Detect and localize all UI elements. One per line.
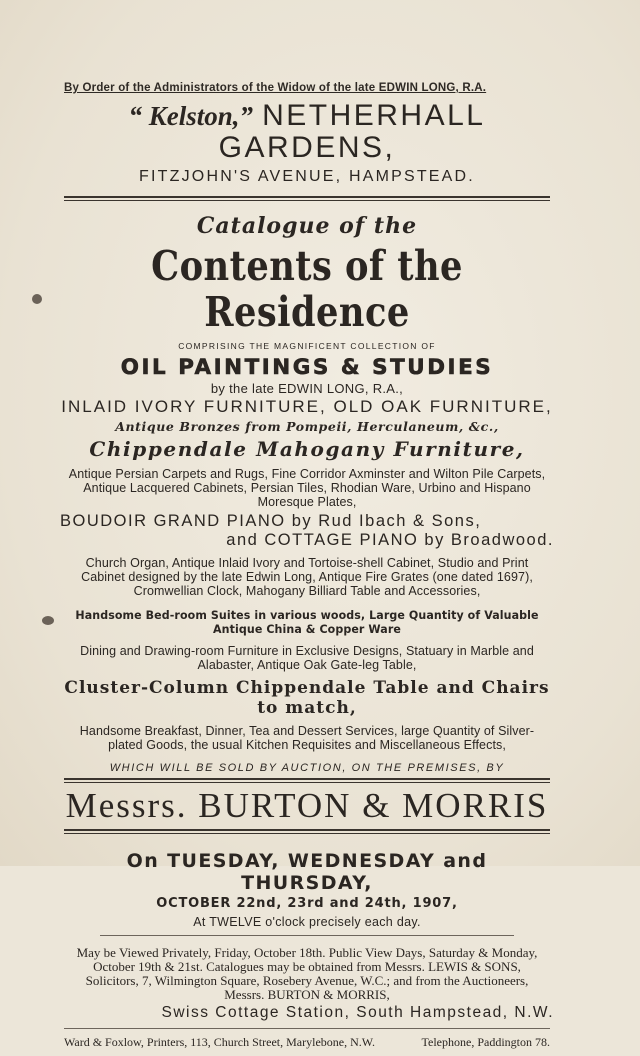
thin-rule — [100, 935, 514, 936]
cottage-piano-line: and COTTAGE PIANO by Broadwood. — [226, 531, 554, 549]
thin-rule — [64, 1028, 550, 1029]
catalogue-sheet — [60, 82, 554, 1056]
dining-paragraph: Dining and Drawing-room Furniture in Exclusive Designs, Statuary in Marble and Alabaster, Antique Oak Gate-leg Table, — [80, 644, 534, 672]
double-rule — [64, 196, 550, 201]
double-rule — [64, 778, 550, 783]
ink-blot — [42, 616, 54, 625]
comprising-line: COMPRISING THE MAGNIFICENT COLLECTION OF — [178, 341, 436, 351]
sold-by-auction-line: WHICH WILL BE SOLD BY AUCTION, ON THE PREMISES, BY — [109, 762, 505, 774]
footer — [64, 1035, 550, 1050]
sale-time: At TWELVE o'clock precisely each day. — [193, 915, 421, 929]
address: FITZJOHN'S AVENUE, HAMPSTEAD. — [139, 168, 475, 185]
oil-paintings-heading: OIL PAINTINGS & STUDIES — [120, 355, 494, 379]
title-kelston: “ Kelston,” — [128, 101, 254, 131]
carpets-paragraph: Antique Persian Carpets and Rugs, Fine Corridor Axminster and Wilton Pile Carpets, Antique Lacquered Cabinets, Persian Tiles, Rhodian Ware, Urbino and Hispano Moresque Plates, — [68, 467, 546, 509]
by-edwin-long: by the late EDWIN LONG, R.A., — [210, 381, 404, 396]
order-line: By Order of the Administrators of the Widow of the late EDWIN LONG, R.A. — [64, 82, 487, 94]
catalogue-heading: Catalogue of the — [196, 213, 418, 239]
antique-bronzes-line: Antique Bronzes from Pompeii, Herculaneum, &c., — [115, 419, 499, 434]
viewing-paragraph: May be Viewed Privately, Friday, October 18th. Public View Days, Saturday & Monday, October 19th & 21st. Catalogues may be obtained from Messrs. LEWIS & SONS, Solicitors, 7, Wilmington Square, Rosebery Avenue, W.C.; and from the Auctioneers, Messrs. BURTON & MORRIS, — [76, 945, 538, 1002]
telephone-number: Telephone, Paddington 78. — [421, 1035, 550, 1049]
printers-credit: Ward & Foxlow, Printers, 113, Church Street, Marylebone, N.W. — [64, 1035, 375, 1049]
title — [60, 100, 554, 164]
swiss-cottage-line: Swiss Cottage Station, South Hampstead, N.W. — [161, 1004, 554, 1021]
auctioneers-heading: Messrs. BURTON & MORRIS — [65, 786, 549, 825]
sale-days: On TUESDAY, WEDNESDAY and THURSDAY, — [126, 850, 488, 894]
cluster-column-heading: Cluster-Column Chippendale Table and Chairs to match, — [64, 678, 550, 718]
ink-blot — [32, 294, 42, 304]
double-rule — [64, 829, 550, 834]
church-organ-paragraph: Church Organ, Antique Inlaid Ivory and Tortoise-shell Cabinet, Studio and Print Cabinet designed by the late Edwin Long, Antique Fire Grates (one dated 1697), Cromwellian Clock, Mahogany Billiard Table and Accessories, — [81, 556, 533, 598]
sale-dates: OCTOBER 22nd, 23rd and 24th, 1907, — [156, 896, 458, 911]
boudoir-piano-line: BOUDOIR GRAND PIANO by Rud Ibach & Sons, — [60, 512, 482, 530]
bedroom-suites-line: Handsome Bed-room Suites in various woods, Large Quantity of Valuable Antique China & Copper Ware — [75, 608, 539, 636]
breakfast-paragraph: Handsome Breakfast, Dinner, Tea and Dessert Services, large Quantity of Silver-plated Goods, the usual Kitchen Requisites and Miscellaneous Effects, — [79, 724, 535, 752]
title-netherhall: NETHERHALL GARDENS, — [218, 99, 486, 164]
contents-heading: Contents of the Residence — [151, 242, 463, 336]
chippendale-heading: Chippendale Mahogany Furniture, — [89, 437, 525, 461]
inlaid-ivory-line: INLAID IVORY FURNITURE, OLD OAK FURNITURE, — [61, 397, 553, 416]
